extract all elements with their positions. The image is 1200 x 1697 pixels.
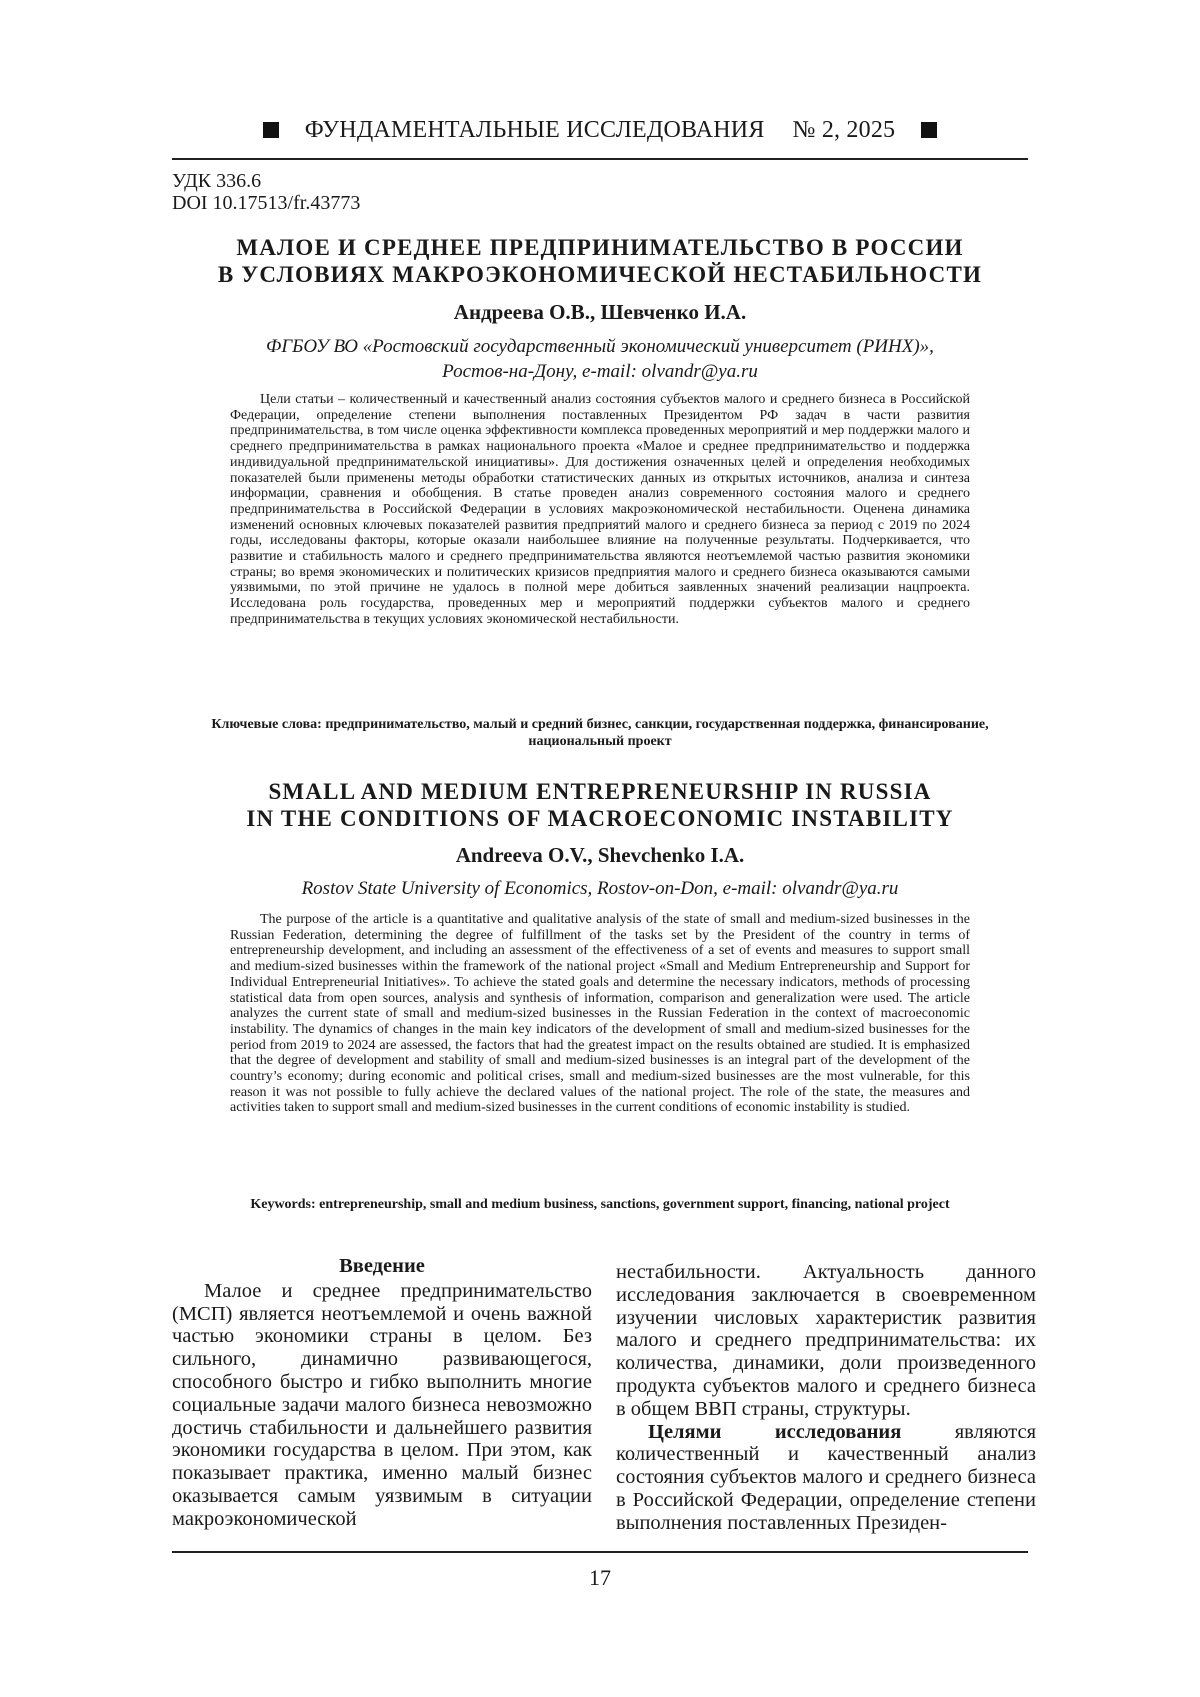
en-keywords-label: Keywords: bbox=[250, 1197, 316, 1212]
body-text: являются количественный и качественный анализ состояния субъектов малого и среднего бизнеса в Российской Федерации, определение степени выполнения поставленных Президен- bbox=[616, 1420, 1036, 1534]
ru-keywords bbox=[200, 716, 1000, 750]
body-paragraph bbox=[616, 1421, 1036, 1535]
journal-name: ФУНДАМЕНТАЛЬНЫЕ ИССЛЕДОВАНИЯ bbox=[304, 116, 765, 143]
square-bullet-icon bbox=[263, 122, 279, 138]
footer-rule bbox=[172, 1551, 1028, 1553]
article-meta bbox=[172, 170, 360, 214]
body-paragraph: нестабильности. Актуальность данного исследования заключается в своевременном изучении числовых характеристик развития малого и среднего предпринимательства: их количества, динамики, доли произведенного продукта субъектов малого и среднего бизнеса в общем ВВП страны, структуры. bbox=[616, 1261, 1036, 1420]
issue-number: № 2, 2025 bbox=[792, 116, 896, 143]
body-paragraph: Малое и среднее предпринимательство (МСП) является неотъемлемой и очень важной частью экономики страны в целом. Без сильного, динамично развивающегося, способного быстро и гибко выполнить многие социальные задачи малого бизнеса невозможно достичь стабильности и дальнейшего развития экономики государства в целом. При этом, как показывает практика, именно малый бизнес оказывается самым уязвимым в ситуации макроэкономической bbox=[172, 1279, 592, 1530]
body-column-left bbox=[172, 1255, 592, 1531]
en-affiliation: Rostov State University of Economics, Rostov-on-Don, e-mail: olvandr@ya.ru bbox=[301, 878, 899, 899]
ru-keywords-list: предпринимательство, малый и средний бизнес, санкции, государственная поддержка, финансирование, национальный проект bbox=[325, 717, 989, 749]
en-title-line: SMALL AND MEDIUM ENTREPRENEURSHIP IN RUSSIA bbox=[268, 779, 932, 804]
body-column-right bbox=[616, 1261, 1036, 1535]
doi: DOI 10.17513/fr.43773 bbox=[172, 192, 361, 214]
ru-title bbox=[172, 234, 1028, 288]
udk-code: УДК 336.6 bbox=[172, 170, 262, 192]
ru-title-line: В УСЛОВИЯХ МАКРОЭКОНОМИЧЕСКОЙ НЕСТАБИЛЬНОСТИ bbox=[217, 262, 983, 287]
ru-authors: Андреева О.В., Шевченко И.А. bbox=[453, 300, 747, 324]
en-title bbox=[172, 778, 1028, 832]
en-abstract: The purpose of the article is a quantitative and qualitative analysis of the state of small and medium-sized businesses in the Russian Federation, determining the degree of fulfillment of the tasks set by the President of the country in terms of entrepreneurship development, and including an assessment of the effectiveness of a set of events and measures to support small and medium-sized businesses within the framework of the national project «Small and Medium Entrepreneurship and Support for Individual Entrepreneurial Initiatives». To achieve the stated goals and determine the necessary indicators, methods of processing statistical data from open sources, analysis and synthesis of information, comparison and generalization were used. The article analyzes the current state of small and medium-sized businesses in the Russian Federation in the context of macroeconomic instability. The dynamics of changes in the main key indicators of the development of small and medium-sized businesses for the period from 2019 to 2024 are assessed, the factors that had the greatest impact on the results obtained are studied. It is emphasized that the degree of development and stability of small and medium-sized businesses is an integral part of the development of the country’s economy; during economic and political crises, small and medium-sized businesses are the most vulnerable, for this reason it was not possible to fully achieve the declared values of the national project. The role of the state, the measures and activities taken to support small and medium-sized businesses in the current conditions of economic instability is studied. bbox=[230, 912, 970, 1116]
ru-affiliation bbox=[172, 334, 1028, 384]
en-title-line: IN THE CONDITIONS OF MACROECONOMIC INSTABILITY bbox=[246, 806, 954, 831]
section-heading: Введение bbox=[339, 1255, 425, 1277]
en-keywords-list: entrepreneurship, small and medium business, sanctions, government support, financing, national project bbox=[319, 1197, 950, 1212]
en-authors: Andreeva O.V., Shevchenko I.A. bbox=[455, 843, 745, 867]
running-header bbox=[172, 108, 1028, 152]
ru-affiliation-line: ФГБОУ ВО «Ростовский государственный экономический университет (РИНХ)», bbox=[266, 336, 934, 357]
en-keywords bbox=[200, 1196, 1000, 1213]
ru-abstract: Цели статьи – количественный и качественный анализ состояния субъектов малого и среднего бизнеса в Российской Федерации, определение степени выполнения поставленных Президентом РФ задач в части развития предпринимательства, в том числе оценка эффективности комплекса проведенных мероприятий и мер поддержки малого и среднего предпринимательства в рамках национального проекта «Малое и среднее предпринимательство и поддержка индивидуальной предпринимательской инициативы». Для достижения означенных целей и определения необходимых показателей были применены методы обработки статистических данных из открытых источников, анализа и синтеза информации, сравнения и обобщения. В статье проведен анализ современного состояния малого и среднего предпринимательства в Российской Федерации в условиях макроэкономической нестабильности. Оценена динамика изменений основных ключевых показателей развития предприятий малого и среднего бизнеса за период с 2019 по 2024 годы, исследованы факторы, которые оказали наибольшее влияние на полученные результаты. Подчеркивается, что развитие и стабильность малого и среднего предпринимательства являются неотъемлемой частью развития экономики страны; во время экономических и политических кризисов предприятия малого и среднего бизнеса оказываются самыми уязвимыми, по этой причине не удалось в полной мере добиться заявленных значений реализации нацпроекта. Исследована роль государства, проведенных мер и мероприятий поддержки субъектов малого и среднего предпринимательства в текущих условиях экономической нестабильности. bbox=[230, 392, 970, 627]
page-number: 17 bbox=[589, 1565, 611, 1590]
square-bullet-icon bbox=[921, 122, 937, 138]
ru-keywords-label: Ключевые слова: bbox=[211, 717, 322, 732]
ru-affiliation-line: Ростов-на-Дону, e-mail: olvandr@ya.ru bbox=[442, 361, 758, 382]
ru-title-line: МАЛОЕ И СРЕДНЕЕ ПРЕДПРИНИМАТЕЛЬСТВО В РОССИИ bbox=[236, 235, 964, 260]
header-rule bbox=[172, 158, 1028, 160]
bold-phrase: Целями исследования bbox=[648, 1420, 902, 1443]
